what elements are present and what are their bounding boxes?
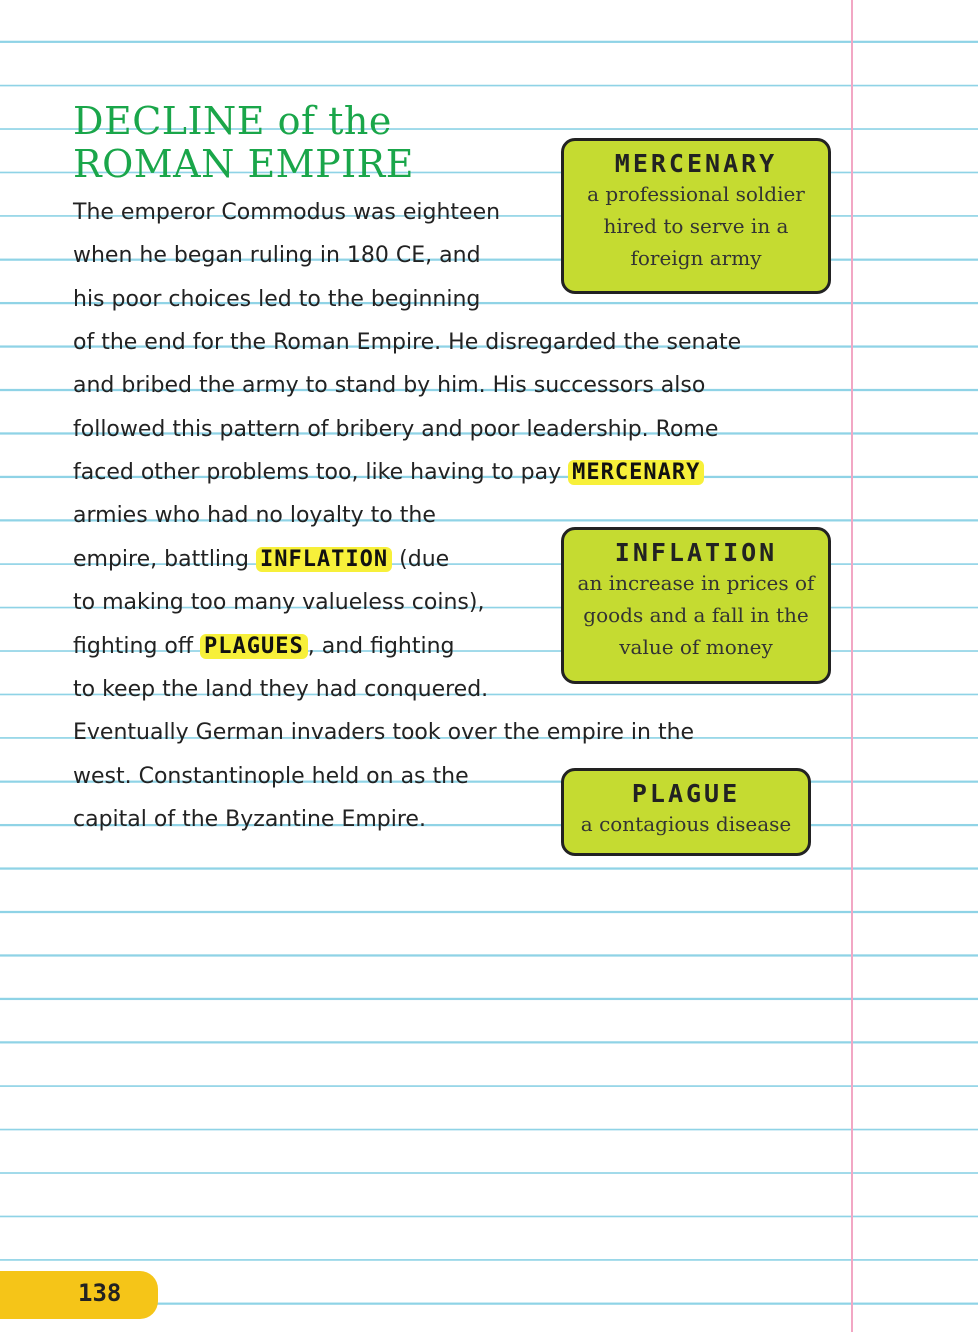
- body-line: to making too many valueless coins),: [73, 590, 485, 615]
- highlight-plagues: PLAGUES: [200, 634, 308, 659]
- body-text: faced other problems too, like having to pay: [73, 460, 569, 485]
- page-number: 138: [78, 1279, 122, 1307]
- page-title-line2: ROMAN EMPIRE: [73, 142, 415, 186]
- card-term: MERCENARY: [614, 149, 778, 178]
- card-definition: a contagious disease: [580, 812, 792, 836]
- body-line: The emperor Commodus was eighteen: [73, 200, 501, 225]
- body-line: armies who had no loyalty to the: [73, 503, 436, 528]
- body-line: followed this pattern of bribery and poor leadership. Rome: [73, 417, 719, 442]
- card-definition: hired to serve in a: [603, 214, 789, 238]
- card-term: PLAGUE: [631, 779, 741, 808]
- card-definition: an increase in prices of: [577, 571, 815, 595]
- body-line: of the end for the Roman Empire. He disregarded the senate: [73, 330, 742, 355]
- body-line: [73, 458, 704, 488]
- card-term: INFLATION: [614, 538, 778, 567]
- body-line: Eventually German invaders took over the empire in the: [73, 720, 695, 745]
- body-line: his poor choices led to the beginning: [73, 287, 481, 312]
- body-line: [73, 632, 455, 662]
- body-text: (due: [392, 547, 450, 572]
- body-line: west. Constantinople held on as the: [73, 764, 469, 789]
- body-line: [73, 545, 449, 575]
- card-definition: value of money: [619, 635, 773, 659]
- card-definition: goods and a fall in the: [583, 603, 809, 627]
- definition-card-mercenary: [561, 138, 831, 294]
- page-title: DECLINE of the: [73, 99, 392, 143]
- body-text: empire, battling: [73, 547, 256, 572]
- body-text: , and fighting: [307, 634, 455, 659]
- body-line: capital of the Byzantine Empire.: [73, 807, 426, 832]
- body-line: and bribed the army to stand by him. His successors also: [73, 373, 706, 398]
- highlight-mercenary: MERCENARY: [568, 460, 704, 485]
- card-definition: foreign army: [630, 246, 762, 270]
- card-definition: a professional soldier: [587, 182, 805, 206]
- definition-card-inflation: [561, 527, 831, 684]
- body-text: fighting off: [73, 634, 201, 659]
- margin-line: [851, 0, 853, 1332]
- highlight-inflation: INFLATION: [256, 547, 392, 572]
- page-number-tab: [0, 1271, 158, 1319]
- definition-card-plague: [561, 768, 811, 856]
- body-line: to keep the land they had conquered.: [73, 677, 489, 702]
- body-line: when he began ruling in 180 CE, and: [73, 243, 481, 268]
